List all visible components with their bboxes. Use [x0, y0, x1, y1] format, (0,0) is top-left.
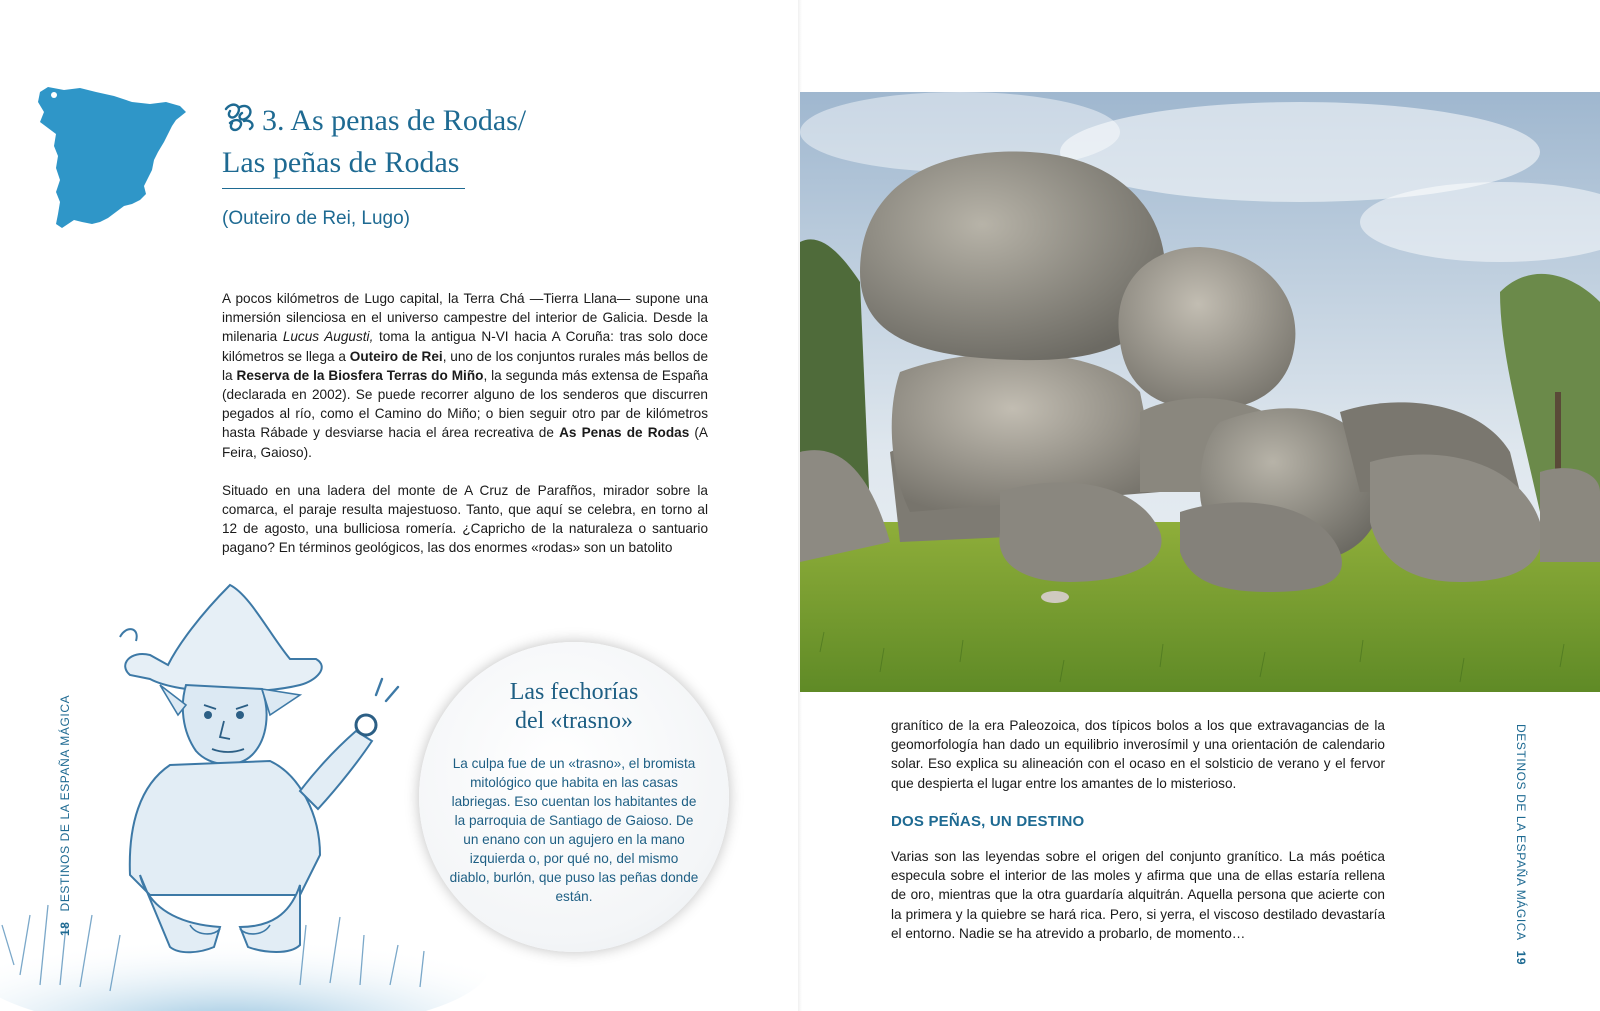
paragraph-3: granítico de la era Paleozoica, dos típicos bolos a los que extravagancias de la geomorfología han dado un equilibrio inverosímil y una orientación de calendario solar. Eso explica su alineación con el ocaso en el solsticio de verano y el fervor que despierta el lugar entre los amantes de lo misterioso.	[891, 718, 1385, 791]
page-number-right: 19	[1514, 950, 1528, 966]
paragraph-2: Situado en una ladera del monte de A Cruz de Parafños, mirador sobre la comarca, el paraje resulta majestuoso. Tanto, que aquí se celebra, en torno al 12 de agosto, una bulliciosa romería. ¿Capricho de la naturaleza o santuario pagano? En términos geológicos, las dos enormes «rodas» son un batolito	[222, 482, 708, 556]
right-running-footer	[1514, 724, 1528, 975]
sidebar-title: Las fechorías del «trasno»	[509, 679, 639, 734]
title-line-2: Las peñas de Rodas	[222, 146, 460, 179]
paragraph-1: A pocos kilómetros de Lugo capital, la Terra Chá —Tierra Llana— supone una inmersión silenciosa en el universo campestre del interior de Galicia. Desde la milenaria Lucus Augusti, toma la antigua N-VI hacia A Coruña: tras solo doce kilómetros se llega a Outeiro de Rei, uno de los conjuntos rurales más bellos de la Reserva de la Biosfera Terras do Miño, la segunda más extensa de España (declarada en 2002). Se puede recorrer alguno de los senderos que discurren pegados al río, como el Camino do Miño; o bien seguir otro par de kilómetros hasta Rábade y desviarse hacia el área recreativa de As Penas de Rodas (A Feira, Gaioso).	[222, 291, 709, 460]
page-number-left: 18	[58, 921, 72, 936]
paragraph-4: Varias son las leyendas sobre el origen del conjunto granítico. La más poética especula sobre el interior de las moles y afirma que una de ellas estaría rellena de oro, mientras que la otra guardaría alquitrán. Aquella persona que acierte con la primera y la quiebre se hará rica. Pero, si yerra, el viscoso destilado devastaría el entorno. Nadie se ha atrevido a probarlo, de momento…	[891, 849, 1385, 941]
running-title-left: DESTINOS DE LA ESPAÑA MÁGICA	[58, 694, 72, 912]
right-column-text	[891, 716, 1385, 962]
running-title-right: DESTINOS DE LA ESPAÑA MÁGICA	[1514, 724, 1528, 941]
spain-map-icon	[34, 82, 209, 232]
left-running-footer	[58, 695, 72, 946]
chapter-subtitle: (Outeiro de Rei, Lugo)	[222, 208, 410, 229]
chapter-title	[222, 100, 622, 184]
left-column-text	[222, 289, 708, 577]
section-heading: DOS PEÑAS, UN DESTINO	[891, 812, 1085, 830]
sidebar-body: La culpa fue de un «trasno», el bromista mitológico que habita en las casas labriegas. Eso cuentan los habitantes de la parroquia de Santiago de Gaioso. De un enano con un agujero en la mano izquierda o, por qué no, del mismo diablo, burlón, que puso las peñas donde están.	[449, 756, 699, 904]
title-divider	[222, 188, 465, 189]
title-line-1: 3. As penas de Rodas/	[262, 104, 527, 137]
rock-formation-photo	[800, 92, 1600, 692]
trasno-sidebar	[419, 642, 729, 952]
